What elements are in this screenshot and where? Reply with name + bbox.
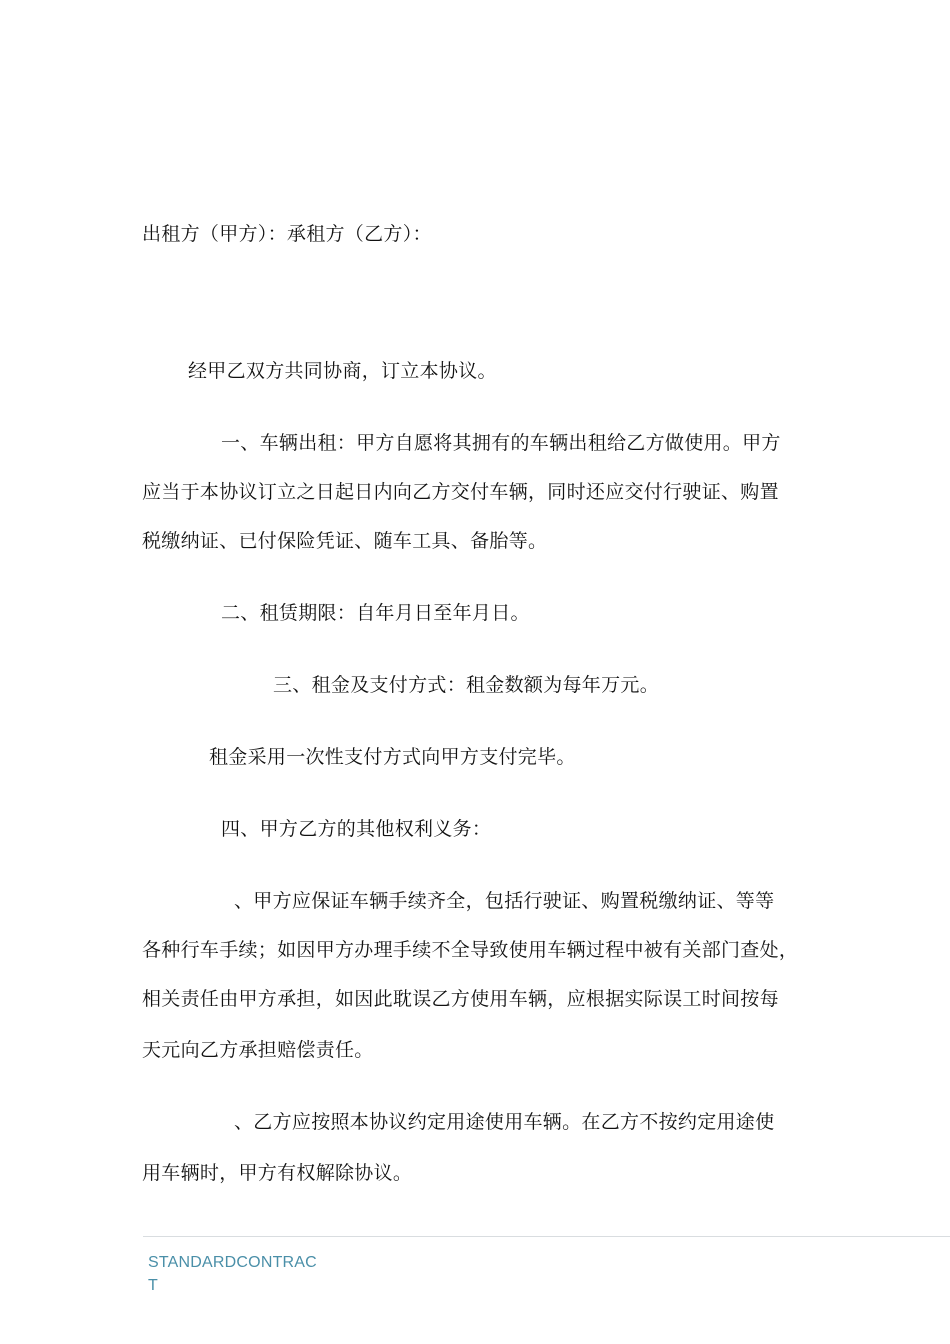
clause-4-heading: 四、甲方乙方的其他权利义务：: [221, 818, 492, 840]
clause-4-item-1-line-4: 天元向乙方承担赔偿责任。: [142, 1039, 374, 1061]
clause-1-line-3: 税缴纳证、已付保险凭证、随车工具、备胎等。: [142, 530, 548, 552]
clause-4-item-2-line-2: 用车辆时，甲方有权解除协议。: [142, 1162, 413, 1184]
footer-label-line-2: T: [148, 1277, 158, 1294]
intro-paragraph: 经甲乙双方共同协商，订立本协议。: [188, 360, 497, 382]
parties-line: 出租方（甲方）：承租方（乙方）：: [142, 223, 432, 245]
clause-4-item-1-line-3: 相关责任由甲方承担，如因此耽误乙方使用车辆，应根据实际误工时间按每: [142, 988, 779, 1010]
clause-4-item-2-line-1: 、乙方应按照本协议约定用途使用车辆。在乙方不按约定用途使: [234, 1111, 775, 1133]
clause-3: 三、租金及支付方式：租金数额为每年万元。: [273, 674, 660, 696]
clause-1-line-2: 应当于本协议订立之日起日内向乙方交付车辆，同时还应交付行驶证、购置: [142, 481, 779, 503]
clause-3-payment: 租金采用一次性支付方式向甲方支付完毕。: [209, 746, 576, 768]
clause-4-item-1-line-2: 各种行车手续；如因甲方办理手续不全导致使用车辆过程中被有关部门查处，: [142, 939, 799, 961]
clause-1-line-1: 一、车辆出租：甲方自愿将其拥有的车辆出租给乙方做使用。甲方: [221, 432, 781, 454]
clause-2: 二、租赁期限：自年月日至年月日。: [221, 602, 530, 624]
footer-divider: [143, 1236, 950, 1237]
clause-4-item-1-line-1: 、甲方应保证车辆手续齐全，包括行驶证、购置税缴纳证、等等: [234, 890, 775, 912]
footer-label-line-1: STANDARDCONTRAC: [148, 1254, 317, 1271]
